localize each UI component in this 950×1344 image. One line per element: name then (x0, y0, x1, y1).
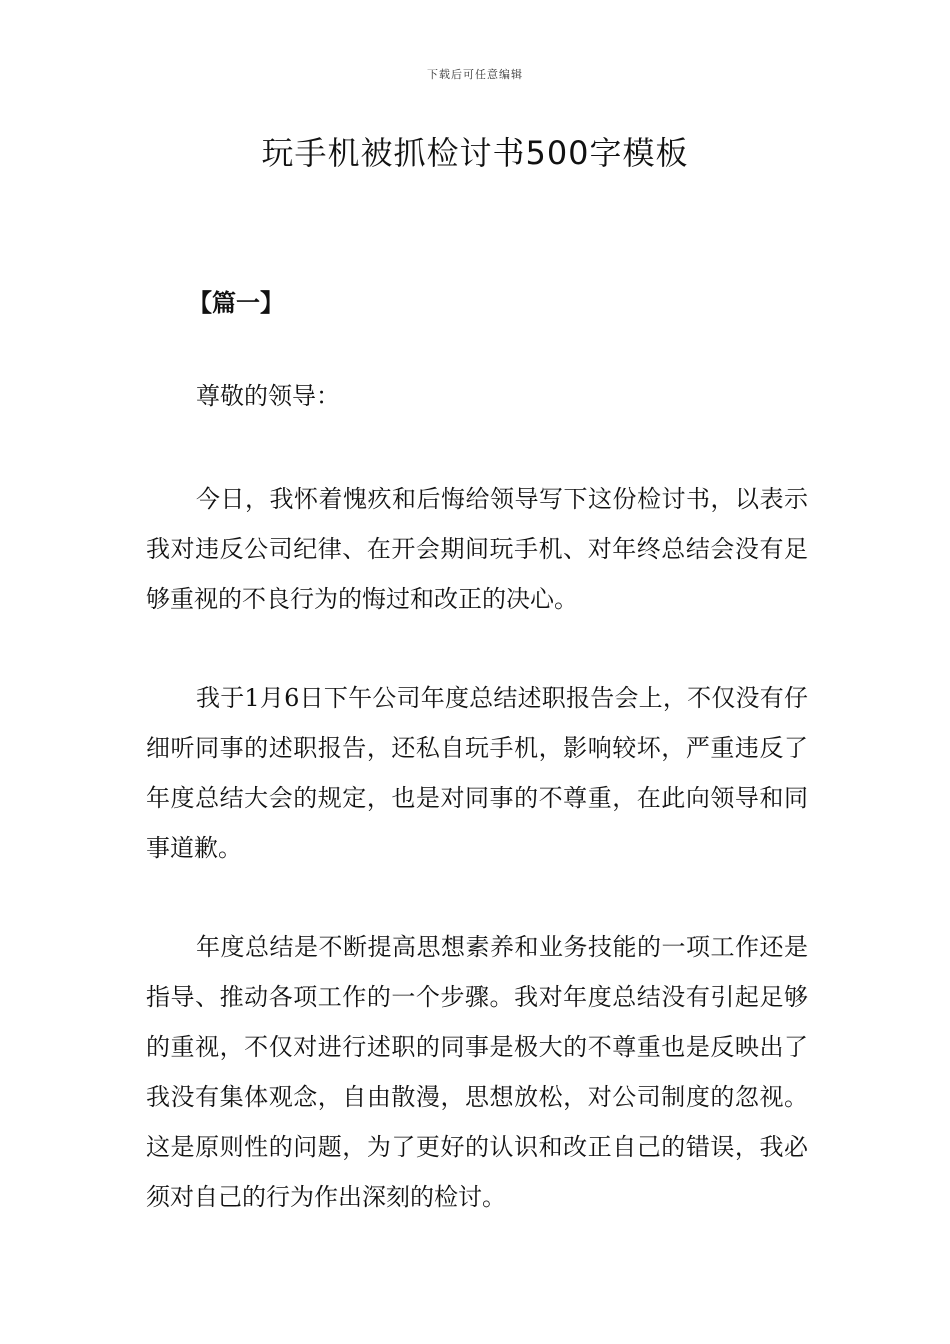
page-title: 玩手机被抓检讨书500字模板 (261, 134, 689, 172)
paragraph-2: 我于1月6日下午公司年度总结述职报告会上，不仅没有仔细听同事的述职报告，还私自玩手机，影响较坏，严重违反了年度总结大会的规定，也是对同事的不尊重，在此向领导和同事道歉。 (146, 684, 808, 862)
paragraph-1: 今日，我怀着愧疚和后悔给领导写下这份检讨书，以表示我对违反公司纪律、在开会期间玩手机、对年终总结会没有足够重视的不良行为的悔过和改正的决心。 (146, 485, 808, 613)
section-label: 【篇一】 (188, 288, 284, 317)
salutation: 尊敬的领导： (196, 382, 340, 410)
paragraph-3: 年度总结是不断提高思想素养和业务技能的一项工作还是指导、推动各项工作的一个步骤。我对年度总结没有引起足够的重视，不仅对进行述职的同事是极大的不尊重也是反映出了我没有集体观念，自由散漫，思想放松，对公司制度的忽视。这是原则性的问题，为了更好的认识和改正自己的错误，我必须对自己的行为作出深刻的检讨。 (146, 933, 808, 1211)
header-note: 下载后可任意编辑 (427, 68, 523, 81)
